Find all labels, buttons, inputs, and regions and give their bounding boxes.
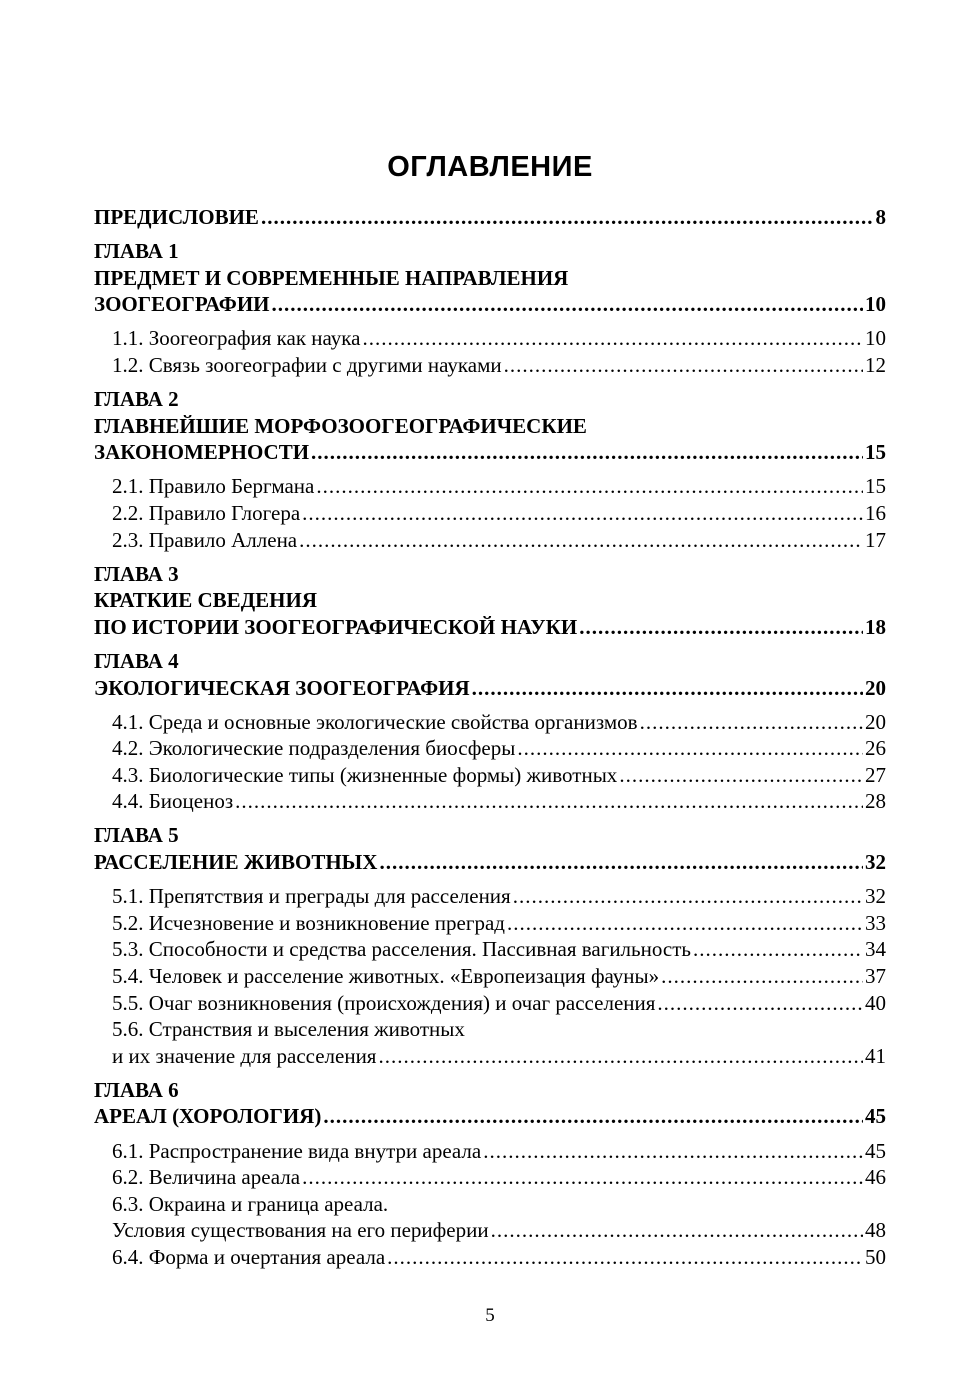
toc-entry-section[interactable] [94,1164,886,1191]
toc-page-number: 45 [865,1104,886,1129]
spacer [94,553,886,561]
spacer [94,815,886,823]
toc-entry-label: ГЛАВА 6 [94,1077,179,1102]
toc-entry-label: 2.3. Правило Аллена [112,527,298,552]
chapter-block [94,231,886,379]
toc-entry-label: 2.1. Правило Бергмана [112,474,315,499]
dot-leader [657,990,863,1017]
toc-page-number: 26 [865,736,886,761]
toc-entry-label: 5.1. Препятствия и преграды для расселения [112,884,511,909]
chapter-heading [94,561,886,588]
dot-leader [483,1138,863,1165]
toc-page-number: 27 [865,762,886,787]
toc-entry-label: ГЛАВА 3 [94,561,179,586]
toc-page-number: 15 [865,474,886,499]
toc-entry-preface[interactable] [94,204,886,231]
chapter-block [94,1069,886,1270]
toc-entry-section[interactable] [94,990,886,1017]
toc-entry-chapter[interactable] [94,1103,886,1130]
dot-leader [507,910,863,937]
dot-leader [661,963,863,990]
toc-entry-section[interactable] [94,1043,886,1070]
spacer [94,231,886,239]
chapter-title-line [94,587,886,614]
toc-entry-label: ЗООГЕОГРАФИИ [94,292,270,317]
toc-entry-label: ПО ИСТОРИИ ЗООГЕОГРАФИЧЕСКОЙ НАУКИ [94,614,578,639]
chapter-heading [94,822,886,849]
toc-page-number: 20 [865,709,886,734]
toc-page-number: 33 [865,910,886,935]
dot-leader [579,614,863,641]
chapter-block [94,815,886,1069]
dot-leader [261,204,874,231]
toc-entry-section[interactable] [94,788,886,815]
toc-entry-chapter[interactable] [94,439,886,466]
toc-entry-section[interactable] [94,762,886,789]
toc-entry-label: 6.1. Распространение вида внутри ареала [112,1138,482,1163]
toc-page-number: 32 [865,884,886,909]
toc-entry-section[interactable] [94,1244,886,1271]
toc-page-number: 46 [865,1165,886,1190]
toc-page-number: 48 [865,1218,886,1243]
chapter-block [94,640,886,815]
toc-page-number: 10 [865,292,886,317]
toc-entry-label: 4.3. Биологические типы (жизненные формы) животных [112,762,618,787]
toc-entry-chapter[interactable] [94,614,886,641]
dot-leader [378,1043,863,1070]
spacer [94,1130,886,1138]
toc-entry-label: ГЛАВА 4 [94,648,179,673]
toc-entry-section[interactable] [94,325,886,352]
chapter-block [94,553,886,640]
toc-entry-label: ГЛАВНЕЙШИЕ МОРФОЗООГЕОГРАФИЧЕСКИЕ [94,413,587,438]
toc-page-number: 8 [875,205,886,229]
spacer [94,1069,886,1077]
dot-leader [311,439,863,466]
dot-leader [387,1244,863,1271]
dot-leader [640,709,863,736]
dot-leader [517,735,863,762]
toc-entry-label: 6.2. Величина ареала [112,1165,301,1190]
dot-leader [299,527,863,554]
toc-page-number: 16 [865,500,886,525]
toc-entry-label: Условия существования на его периферии [112,1218,489,1243]
spacer [94,876,886,884]
toc-entry-label: 6.3. Окраина и граница ареала. [112,1191,389,1216]
toc-page-number: 15 [865,440,886,465]
toc-page-number: 41 [865,1043,886,1068]
toc-entry-label: ЭКОЛОГИЧЕСКАЯ ЗООГЕОГРАФИЯ [94,675,470,700]
spacer [94,466,886,474]
toc-entry-section[interactable] [94,910,886,937]
toc-entry-label: 1.2. Связь зоогеографии с другими науками [112,352,502,377]
toc-page-number: 12 [865,352,886,377]
toc-page-number: 45 [865,1138,886,1163]
dot-leader [504,352,863,379]
toc-entry-label: 5.5. Очаг возникновения (происхождения) и очаг расселения [112,990,656,1015]
toc-entry-section[interactable] [94,735,886,762]
toc-entry-label: ГЛАВА 5 [94,823,179,848]
spacer [94,379,886,387]
dot-leader [323,1103,863,1130]
toc-page-number: 37 [865,963,886,988]
toc-entry-label: КРАТКИЕ СВЕДЕНИЯ [94,588,317,613]
spacer [94,640,886,648]
toc-entry-label: 2.2. Правило Глогера [112,500,301,525]
toc-page-number: 50 [865,1244,886,1269]
toc-entry-section[interactable] [94,527,886,554]
dot-leader [302,500,863,527]
spacer [94,318,886,326]
page-title: ОГЛАВЛЕНИЕ [387,151,593,183]
dot-leader [491,1217,863,1244]
toc-entry-section-line[interactable] [94,1016,886,1043]
chapter-heading [94,238,886,265]
toc-page-number: 17 [865,527,886,552]
toc-entry-section-line[interactable] [94,1191,886,1218]
chapter-heading [94,386,886,413]
toc-entry-label: 4.2. Экологические подразделения биосферы [112,736,516,761]
toc-entry-label: ПРЕДИСЛОВИЕ [94,205,259,229]
toc-entry-label: ПРЕДМЕТ И СОВРЕМЕННЫЕ НАПРАВЛЕНИЯ [94,265,569,290]
dot-leader [362,325,863,352]
chapter-heading [94,648,886,675]
toc-entry-section[interactable] [94,1217,886,1244]
toc-entry-label: 5.6. Странствия и выселения животных [112,1017,465,1042]
toc-page-number: 10 [865,326,886,351]
dot-leader [302,1164,863,1191]
dot-leader [619,762,863,789]
toc-entry-label: и их значение для расселения [112,1043,377,1068]
toc-entry-label: ГЛАВА 1 [94,239,179,264]
dot-leader [693,936,863,963]
toc-page-number: 20 [865,675,886,700]
toc-entry-label: ЗАКОНОМЕРНОСТИ [94,440,310,465]
toc-entry-section[interactable] [94,352,886,379]
dot-leader [513,883,863,910]
toc-entry-label: 5.3. Способности и средства расселения. Пассивная вагильность [112,937,691,962]
toc-entry-label: РАССЕЛЕНИЕ ЖИВОТНЫХ [94,850,378,875]
toc-page-number: 34 [865,937,886,962]
toc-entry-section[interactable] [94,1138,886,1165]
toc-entry-section[interactable] [94,500,886,527]
toc-entry-chapter[interactable] [94,675,886,702]
toc-entry-section[interactable] [94,883,886,910]
table-of-contents [94,204,886,1270]
toc-entry-section[interactable] [94,473,886,500]
chapter-title-line [94,413,886,440]
chapter-block [94,379,886,554]
chapter-heading [94,1077,886,1104]
dot-leader [379,849,863,876]
dot-leader [235,788,863,815]
toc-page-number: 40 [865,990,886,1015]
dot-leader [472,675,863,702]
toc-entry-label: 5.4. Человек и расселение животных. «Европеизация фауны» [112,963,660,988]
toc-entry-label: 6.4. Форма и очертания ареала [112,1244,386,1269]
toc-entry-chapter[interactable] [94,291,886,318]
chapter-title-line [94,265,886,292]
toc-entry-label: АРЕАЛ (ХОРОЛОГИЯ) [94,1104,322,1129]
page-number: 5 [485,1305,495,1326]
dot-leader [272,291,863,318]
toc-entry-label: 4.1. Среда и основные экологические свойства организмов [112,709,638,734]
toc-entry-section[interactable] [94,963,886,990]
toc-entry-section[interactable] [94,709,886,736]
toc-entry-section[interactable] [94,936,886,963]
chapters-list [94,231,886,1271]
toc-entry-chapter[interactable] [94,849,886,876]
toc-entry-label: 5.2. Исчезновение и возникновение преград [112,910,505,935]
toc-entry-label: 1.1. Зоогеография как наука [112,326,361,351]
toc-page-number: 32 [865,850,886,875]
toc-page-number: 28 [865,789,886,814]
toc-page-number: 18 [865,614,886,639]
toc-entry-label: ГЛАВА 2 [94,387,179,412]
dot-leader [316,473,863,500]
toc-entry-label: 4.4. Биоценоз [112,789,234,814]
spacer [94,701,886,709]
